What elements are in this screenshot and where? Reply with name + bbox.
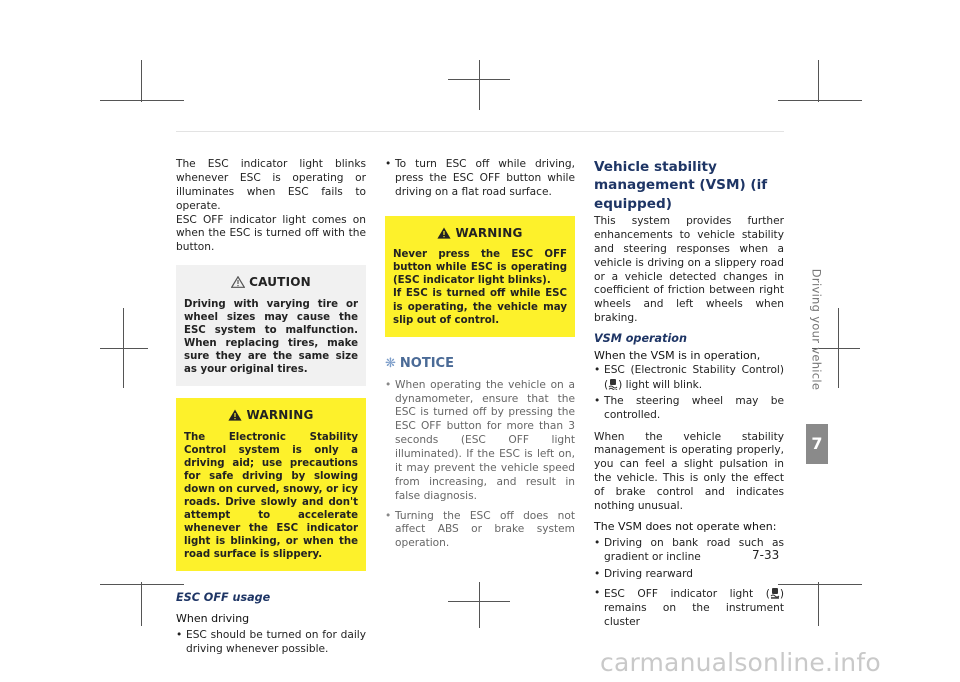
- warning-title: WARNING: [455, 225, 523, 240]
- list-item: • To turn ESC off while driving, press the ESC OFF button while driving on a flat road surface.: [385, 158, 575, 200]
- list-item: • Driving on bank road such as gradient or incline: [594, 537, 784, 565]
- notice-item: • When operating the vehicle on a dynamometer, ensure that the ESC is turned off by pressing the ESC OFF button for more than 3 seconds (ESC OFF light illuminated). If the ESC is left on, it may prevent the vehicle speed from increasing, and result in false diagnosis.: [385, 379, 575, 504]
- page-number: 7-33: [752, 548, 780, 562]
- when-driving-label: When driving: [176, 611, 250, 625]
- column-middle: [385, 158, 575, 557]
- list-item: • ESC OFF indicator light ( ) remains on the instrument cluster: [594, 587, 784, 630]
- list-item: • The steering wheel may be controlled.: [594, 395, 784, 423]
- notice-star-icon: ❋: [385, 355, 396, 371]
- vsm-operation-heading: VSM operation: [594, 332, 687, 346]
- warning-text-1: Never press the ESC OFF button while ESC is operating (ESC indicator light blinks).: [393, 249, 567, 287]
- warning-triangle-icon: [437, 227, 451, 239]
- notice-heading: ❋ NOTICE: [385, 355, 454, 371]
- chapter-number-tab: 7: [806, 424, 828, 464]
- warning-text-2: If ESC is turned off while ESC is operating, the vehicle may slip out of control.: [393, 288, 567, 326]
- list-item: • ESC (Electronic Stability Control) ( ) light will blink.: [594, 364, 784, 393]
- warning-title: WARNING: [246, 408, 314, 423]
- esc-off-icon: [770, 587, 780, 599]
- esc-off-usage-heading: ESC OFF usage: [176, 591, 271, 605]
- warning-text: The Electronic Stability Control system is only a driving aid; use precautions for safe driving by slowing down on curved, snowy, or icy roads. Drive slowly and don't attempt to accelerate whenever the ESC indicator light is blinking, or when the road surface is slippery.: [184, 431, 358, 561]
- list-item: • ESC should be turned on for daily driving whenever possible.: [176, 629, 366, 657]
- caution-triangle-icon: [231, 276, 245, 288]
- column-left: [176, 158, 366, 659]
- notice-item: • Turning the ESC off does not affect ABS or brake system operation.: [385, 510, 575, 552]
- warning-box-middle: [385, 216, 575, 337]
- header-rule: [176, 131, 784, 132]
- list-item: • Driving rearward: [594, 568, 784, 582]
- chapter-side-label: Driving your vehicle: [809, 269, 824, 391]
- warning-triangle-icon: [228, 409, 242, 421]
- vsm-operation-lead: When the VSM is in operation,: [594, 348, 761, 362]
- esc-off-paragraph: ESC OFF indicator light comes on when the ESC is turned off with the button.: [176, 213, 366, 254]
- esc-indicator-paragraph: The ESC indicator light blinks whenever ESC is operating or illuminates when ESC fails to operate.: [176, 158, 366, 212]
- esc-car-skid-icon: [608, 378, 618, 390]
- caution-title: CAUTION: [249, 275, 311, 290]
- caution-box: [176, 265, 366, 386]
- vsm-section-heading: Vehicle stability management (VSM) (if equipped): [594, 159, 768, 212]
- vsm-not-operate-label: The VSM does not operate when:: [594, 519, 777, 533]
- caution-text: Driving with varying tire or wheel sizes may cause the ESC system to malfunction. When replacing tires, make sure they are the same size as your original tires.: [184, 298, 358, 376]
- warning-box-left: [176, 398, 366, 571]
- vsm-intro-paragraph: This system provides further enhancements to vehicle stability and steering responses when a vehicle is driving on a slippery road or a vehicle detected changes in coefficient of friction between right wheels and left wheels when braking.: [594, 215, 784, 325]
- watermark-text: carmanualsonline.info: [600, 648, 881, 677]
- vsm-operating-paragraph: When the vehicle stability management is operating properly, you can feel a slight pulsation in the vehicle. This is only the effect of brake control and indicates nothing unusual.: [594, 430, 784, 512]
